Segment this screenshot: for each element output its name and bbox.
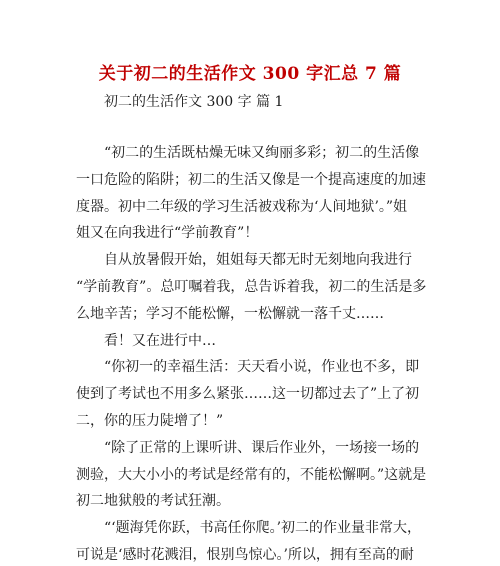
text-line: “除了正常的上课听讲、课后作业外，一场接一场的 bbox=[104, 439, 420, 456]
text-line: 使到了考试也不用多么紧张……这一切都过去了”上了初 bbox=[76, 386, 420, 403]
text-line: “学前教育”。总叮嘱着我，总告诉着我，初二的生活是多 bbox=[76, 278, 427, 295]
text-line: 度器。初中二年级的学习生活被戏称为‘人间地狱’。”姐 bbox=[76, 198, 408, 215]
document-subtitle: 初二的生活作文 300 字 篇 1 bbox=[104, 94, 284, 110]
text-line: 看！又在进行中… bbox=[104, 332, 216, 349]
text-line: 二，你的压力陡增了！” bbox=[76, 412, 224, 429]
text-line: 测验，大大小小的考试是经常有的，不能松懈啊。”这就是 bbox=[76, 466, 427, 483]
text-line: 初二地狱般的考试狂潮。 bbox=[76, 493, 230, 510]
document-title: 关于初二的生活作文 300 字汇总 7 篇 bbox=[98, 64, 402, 84]
paragraph-3 bbox=[76, 328, 438, 355]
paragraph-1 bbox=[76, 140, 438, 247]
text-line: 一口危险的陷阱；初二的生活又像是一个提高速度的加速 bbox=[76, 171, 426, 188]
text-line: 姐又在向我进行“学前教育”！ bbox=[76, 225, 259, 242]
paragraph-4 bbox=[76, 354, 438, 434]
document-body bbox=[76, 140, 438, 566]
text-line: “你初一的幸福生活：天天看小说，作业也不多，即 bbox=[104, 359, 420, 376]
text-line: “‘题海凭你跃，书高任你爬。’初二的作业量非常大， bbox=[104, 520, 422, 537]
text-line: 么地辛苦；学习不能松懈，一松懈就一落千丈…… bbox=[76, 305, 384, 322]
text-line: 自从放暑假开始，姐姐每天都无时无刻地向我进行 bbox=[104, 252, 412, 269]
paragraph-5 bbox=[76, 435, 438, 515]
paragraph-6 bbox=[76, 515, 438, 566]
paragraph-2 bbox=[76, 247, 438, 327]
text-line: 可说是‘感时花溅泪，恨别鸟惊心。’所以，拥有至高的耐 bbox=[76, 546, 414, 563]
text-line: “初二的生活既枯燥无味又绚丽多彩；初二的生活像 bbox=[104, 145, 420, 161]
